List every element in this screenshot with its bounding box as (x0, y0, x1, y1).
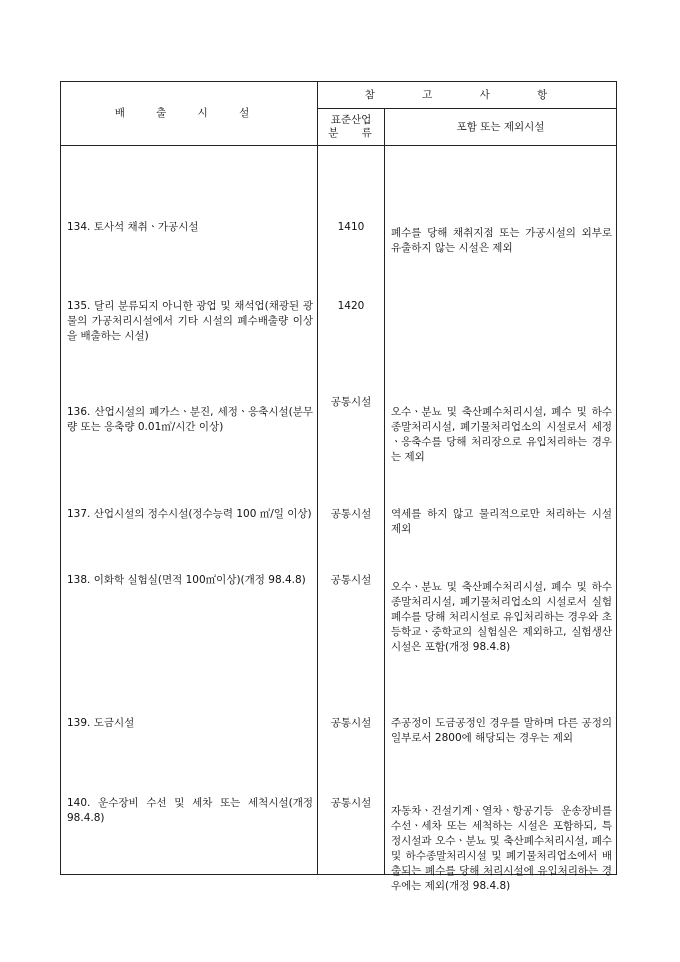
facility-140: 140. 운수장비 수선 및 세차 또는 세척시설(개정 98.4.8) (67, 797, 313, 824)
facility-137: 137. 산업시설의 정수시설(정수능력 100 ㎥/일 이상) (67, 508, 312, 520)
code-139: 공통시설 (330, 717, 372, 729)
code-135: 1420 (337, 300, 365, 312)
facility-138: 138. 이화학 실험실(면적 100㎡이상)(개정 98.4.8) (67, 574, 306, 586)
facility-135: 135. 달리 분류되지 아니한 광업 및 채석업(채광된 광물의 가공처리시설에서 기타 시설의 폐수배출량 이상을 배출하는 시설) (67, 300, 313, 342)
inclusion-exclusion-column (385, 146, 617, 892)
facility-134: 134. 토사석 채취ㆍ가공시설 (67, 221, 199, 233)
note-136: 오수ㆍ분뇨 및 축산폐수처리시설, 폐수 및 하수종말처리시설, 폐기물처리업소의 시설로서 세정ㆍ응축수를 당해 처리장으로 유입처리하는 경우는 제외 (391, 406, 612, 463)
emission-facility-table (60, 81, 617, 892)
code-134: 1410 (337, 221, 365, 233)
note-134: 폐수를 당해 채취지점 또는 가공시설의 외부로 유출하지 않는 시설은 제외 (391, 227, 612, 254)
reference-column-header: 참 고 사 항 (318, 82, 617, 109)
code-138: 공통시설 (330, 574, 372, 586)
code-137: 공통시설 (330, 508, 372, 520)
note-140: 자동차ㆍ건설기계ㆍ열차ㆍ항공기등 운송장비를 수선ㆍ세차 또는 세척하는 시설은 포함하되, 특정시설과 오수ㆍ분뇨 및 축산폐수처리시설, 폐수 및 하수종말처리시설 및 폐기물처리업소에서 배출되는 폐수를 당해 처리시설에 유입처리하는 경우에는 제외(개정 98.4.8) (391, 805, 612, 892)
note-139: 주공정이 도금공정인 경우를 말하며 다른 공정의 일부로서 2800에 해당되는 경우는 제외 (391, 717, 612, 744)
inclusion-exclusion-header: 포함 또는 제외시설 (385, 109, 617, 146)
facility-139: 139. 도금시설 (67, 717, 135, 729)
code-140: 공통시설 (330, 797, 372, 809)
note-138: 오수ㆍ분뇨 및 축산폐수처리시설, 폐수 및 하수종말처리시설, 폐기물처리업소의 시설로서 실험폐수를 당해 처리시설로 유입처리하는 경우와 초등학교ㆍ중학교의 실험실은 제외하고, 실험생산시설은 포함(개정 98.4.8) (391, 581, 612, 653)
std-code-header-line1: 표준산업 (330, 114, 372, 126)
standard-industry-code-header (318, 109, 385, 146)
code-136: 공통시설 (330, 396, 372, 408)
std-code-header-line2: 분 류 (328, 127, 382, 139)
facility-136: 136. 산업시설의 폐가스ㆍ분진, 세정ㆍ응축시설(분무량 또는 응축량 0.01㎥/시간 이상) (67, 406, 313, 433)
standard-code-column (318, 146, 385, 875)
note-137: 역세를 하지 않고 물리적으로만 처리하는 시설 제외 (391, 508, 612, 535)
facility-column-header: 배 출 시 설 (61, 82, 318, 146)
facility-column (61, 146, 318, 875)
